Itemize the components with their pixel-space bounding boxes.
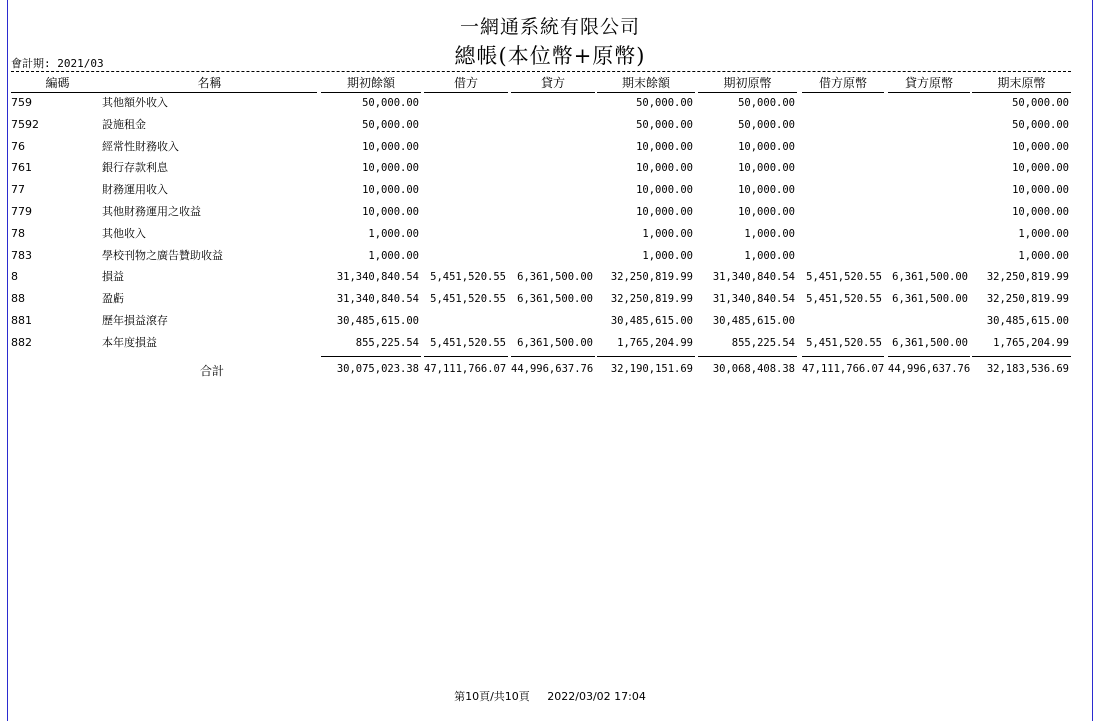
- cell-credit: [511, 249, 593, 263]
- report-title: 總帳(本位幣+原幣): [454, 44, 646, 68]
- cell-debit: 5,451,520.55: [430, 293, 506, 306]
- cell-credit-foreign: [888, 314, 968, 328]
- total-underline: [888, 356, 970, 357]
- cell-name: 銀行存款利息: [102, 161, 168, 175]
- cell-opening-balance: 10,000.00: [362, 162, 419, 175]
- cell-debit-foreign: 5,451,520.55: [806, 293, 882, 306]
- cell-code: 77: [11, 183, 25, 197]
- report-page: [7, 0, 1093, 721]
- cell-debit-foreign: [802, 140, 882, 154]
- cell-name: 財務運用收入: [102, 183, 168, 197]
- cell-name: 其他額外收入: [102, 96, 168, 109]
- cell-opening-foreign: 50,000.00: [738, 118, 795, 131]
- print-timestamp: 2022/03/02 17:04: [547, 690, 646, 703]
- cell-debit: 5,451,520.55: [430, 271, 506, 284]
- column-header-name: 名稱: [102, 76, 317, 93]
- cell-debit-foreign: [802, 205, 882, 219]
- cell-code: 88: [11, 292, 25, 306]
- cell-debit-foreign: [802, 161, 882, 175]
- header-divider: [11, 71, 1071, 72]
- cell-code: 78: [11, 226, 25, 240]
- cell-debit-foreign: [802, 118, 882, 132]
- total-opening-foreign: 30,068,408.38: [712, 363, 795, 375]
- column-header-credit: 貸方: [511, 76, 595, 93]
- cell-opening-foreign: 30,485,615.00: [712, 315, 795, 327]
- cell-opening-foreign: 10,000.00: [738, 206, 795, 218]
- cell-credit: 6,361,500.00: [517, 271, 593, 284]
- cell-credit: [511, 140, 593, 154]
- total-debit: 47,111,766.07: [424, 363, 507, 375]
- cell-debit-foreign: 5,451,520.55: [806, 336, 882, 349]
- cell-name: 其他財務運用之收益: [102, 205, 201, 218]
- cell-closing-foreign: 10,000.00: [1012, 206, 1069, 218]
- cell-code: 8: [11, 270, 18, 284]
- cell-closing-balance: 50,000.00: [636, 97, 693, 109]
- cell-credit: 6,361,500.00: [517, 293, 593, 306]
- cell-credit: [511, 161, 593, 175]
- cell-closing-foreign: 32,250,819.99: [986, 271, 1069, 284]
- total-underline: [321, 356, 421, 357]
- cell-debit: [424, 249, 506, 263]
- cell-closing-balance: 50,000.00: [636, 118, 693, 131]
- cell-debit-foreign: [802, 227, 882, 241]
- cell-credit-foreign: [888, 118, 968, 132]
- cell-credit: [511, 118, 593, 132]
- cell-debit: [424, 161, 506, 175]
- cell-opening-balance: 855,225.54: [355, 336, 419, 349]
- cell-opening-foreign: 31,340,840.54: [712, 271, 795, 284]
- accounting-period: 會計期: 2021/03: [11, 57, 104, 70]
- cell-debit-foreign: [802, 96, 882, 110]
- column-header-opening-balance: 期初餘額: [321, 76, 421, 93]
- cell-debit-foreign: [802, 183, 882, 197]
- cell-opening-balance: 50,000.00: [362, 97, 419, 109]
- company-name: 一網通系統有限公司: [459, 16, 640, 38]
- cell-opening-balance: 50,000.00: [362, 118, 419, 131]
- cell-credit-foreign: [888, 96, 968, 110]
- total-underline: [424, 356, 508, 357]
- cell-name: 本年度損益: [102, 335, 157, 349]
- cell-code: 761: [11, 161, 32, 175]
- cell-debit-foreign: 5,451,520.55: [806, 271, 882, 284]
- cell-closing-foreign: 10,000.00: [1012, 184, 1069, 197]
- cell-debit: [424, 118, 506, 132]
- cell-closing-foreign: 1,000.00: [1018, 249, 1069, 262]
- cell-opening-balance: 31,340,840.54: [336, 271, 419, 284]
- cell-credit-foreign: [888, 205, 968, 219]
- cell-debit: [424, 96, 506, 110]
- cell-name: 其他收入: [102, 226, 146, 240]
- cell-closing-balance: 10,000.00: [636, 206, 693, 218]
- cell-opening-foreign: 10,000.00: [738, 162, 795, 175]
- cell-name: 損益: [102, 270, 124, 284]
- cell-closing-foreign: 30,485,615.00: [986, 315, 1069, 327]
- cell-closing-balance: 1,765,204.99: [617, 336, 693, 349]
- cell-closing-balance: 32,250,819.99: [610, 293, 693, 306]
- cell-name: 盈虧: [102, 292, 124, 306]
- cell-opening-foreign: 10,000.00: [738, 140, 795, 153]
- cell-closing-balance: 30,485,615.00: [610, 315, 693, 327]
- cell-closing-foreign: 50,000.00: [1012, 118, 1069, 131]
- total-underline: [698, 356, 797, 357]
- cell-closing-foreign: 50,000.00: [1012, 97, 1069, 109]
- cell-debit: [424, 140, 506, 154]
- cell-opening-balance: 10,000.00: [362, 140, 419, 153]
- cell-closing-foreign: 10,000.00: [1012, 140, 1069, 153]
- cell-credit-foreign: [888, 140, 968, 154]
- cell-closing-foreign: 1,000.00: [1018, 227, 1069, 240]
- cell-credit-foreign: [888, 183, 968, 197]
- total-underline: [597, 356, 695, 357]
- cell-credit: [511, 96, 593, 110]
- cell-closing-balance: 10,000.00: [636, 162, 693, 175]
- cell-code: 779: [11, 205, 32, 218]
- cell-debit: [424, 314, 506, 328]
- cell-code: 882: [11, 335, 32, 349]
- page-footer: [8, 688, 1092, 704]
- cell-debit: [424, 227, 506, 241]
- cell-credit-foreign: [888, 249, 968, 263]
- cell-opening-foreign: 1,000.00: [744, 227, 795, 240]
- cell-code: 76: [11, 139, 25, 153]
- cell-opening-foreign: 855,225.54: [731, 336, 795, 349]
- total-debit-foreign: 47,111,766.07: [802, 363, 885, 375]
- cell-debit: 5,451,520.55: [430, 336, 506, 349]
- cell-opening-balance: 30,485,615.00: [336, 315, 419, 327]
- cell-credit-foreign: 6,361,500.00: [892, 336, 968, 349]
- cell-debit-foreign: [802, 249, 882, 263]
- column-header-debit: 借方: [424, 76, 508, 93]
- cell-code: 783: [11, 248, 32, 262]
- column-header-debit-foreign: 借方原幣: [802, 76, 884, 93]
- cell-closing-balance: 10,000.00: [636, 140, 693, 153]
- cell-closing-balance: 32,250,819.99: [610, 271, 693, 284]
- cell-closing-balance: 1,000.00: [642, 249, 693, 262]
- cell-credit: [511, 183, 593, 197]
- total-closing-foreign: 32,183,536.69: [986, 363, 1069, 375]
- cell-opening-foreign: 1,000.00: [744, 249, 795, 262]
- cell-debit-foreign: [802, 314, 882, 328]
- cell-opening-balance: 10,000.00: [362, 206, 419, 218]
- column-header-closing-balance: 期末餘額: [597, 76, 695, 93]
- cell-opening-balance: 31,340,840.54: [336, 293, 419, 306]
- cell-debit: [424, 183, 506, 197]
- cell-opening-balance: 1,000.00: [368, 249, 419, 262]
- cell-credit-foreign: 6,361,500.00: [892, 293, 968, 306]
- page-info: 第10頁/共10頁: [454, 690, 530, 703]
- total-closing-balance: 32,190,151.69: [610, 363, 693, 375]
- cell-name: 經常性財務收入: [102, 139, 179, 153]
- cell-opening-balance: 10,000.00: [362, 184, 419, 197]
- cell-closing-foreign: 1,765,204.99: [993, 336, 1069, 349]
- cell-closing-balance: 10,000.00: [636, 184, 693, 197]
- cell-credit-foreign: [888, 161, 968, 175]
- cell-name: 歷年損益滾存: [102, 314, 168, 327]
- cell-closing-foreign: 32,250,819.99: [986, 293, 1069, 306]
- cell-code: 7592: [11, 117, 39, 131]
- total-credit: 44,996,637.76: [511, 363, 594, 375]
- column-header-credit-foreign: 貸方原幣: [888, 76, 970, 93]
- cell-opening-foreign: 31,340,840.54: [712, 293, 795, 306]
- cell-closing-balance: 1,000.00: [642, 227, 693, 240]
- cell-credit-foreign: 6,361,500.00: [892, 271, 968, 284]
- column-header-code: 編碼: [11, 76, 104, 93]
- total-credit-foreign: 44,996,637.76: [888, 363, 971, 375]
- column-header-closing-foreign: 期末原幣: [972, 76, 1071, 93]
- cell-code: 759: [11, 96, 32, 109]
- cell-closing-foreign: 10,000.00: [1012, 162, 1069, 175]
- cell-name: 學校刊物之廣告贊助收益: [102, 248, 223, 262]
- cell-opening-foreign: 50,000.00: [738, 97, 795, 109]
- cell-opening-balance: 1,000.00: [368, 227, 419, 240]
- cell-credit: [511, 314, 593, 328]
- cell-credit: [511, 205, 593, 219]
- cell-credit: 6,361,500.00: [517, 336, 593, 349]
- cell-name: 設施租金: [102, 117, 146, 131]
- cell-debit: [424, 205, 506, 219]
- total-underline: [802, 356, 884, 357]
- total-underline: [511, 356, 595, 357]
- total-underline: [972, 356, 1071, 357]
- cell-credit-foreign: [888, 227, 968, 241]
- cell-opening-foreign: 10,000.00: [738, 184, 795, 197]
- column-header-opening-foreign: 期初原幣: [698, 76, 797, 93]
- cell-credit: [511, 227, 593, 241]
- cell-code: 881: [11, 314, 32, 327]
- total-opening-balance: 30,075,023.38: [336, 363, 419, 375]
- total-label: 合計: [200, 364, 225, 378]
